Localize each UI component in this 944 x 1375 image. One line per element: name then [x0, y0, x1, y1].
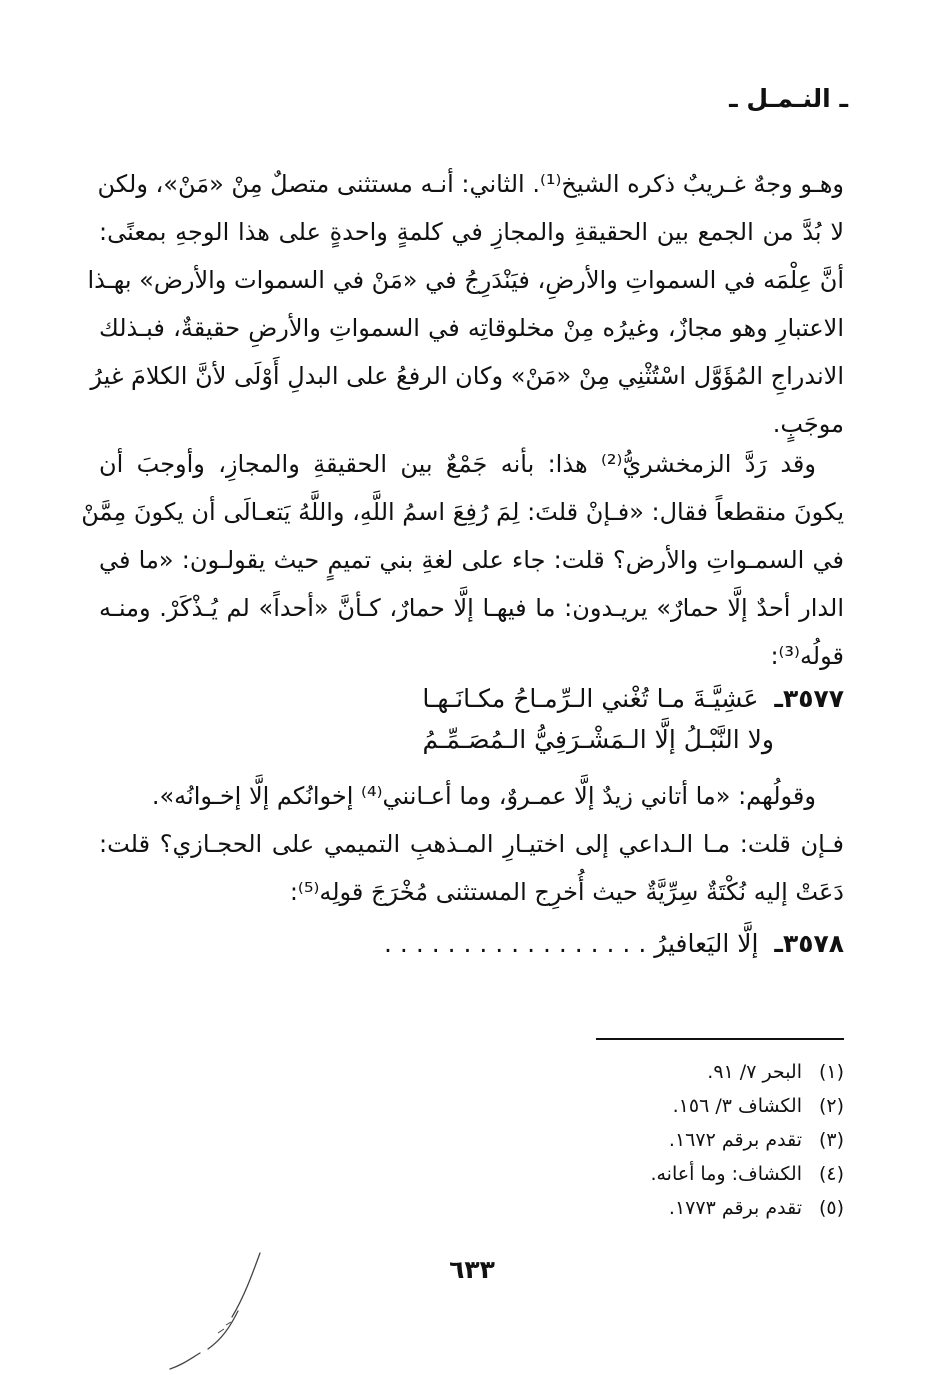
- text-line: الاعتبارِ وهو مجازٌ، وغيرُه مِنْ مخلوقاتِه في السمواتِ والأرضِ حقيقةٌ، فبـذلك: [99, 314, 844, 342]
- footnote: [544, 1055, 844, 1089]
- verse-hemistich: عَشِيَّـةَ مـا تُغْني الـرِّمـاحُ مكـانَـهـا: [422, 684, 759, 713]
- footnote-number: (٣): [818, 1129, 844, 1151]
- text-line: يكونَ منقطعاً فقال: «فـإنْ قلتَ: لِمَ رُفِعَ اسمُ اللَّهِ، واللَّهُ يَتعـالَى أن يكونَ مِمَّنْ: [81, 498, 844, 526]
- footnote-separator: [596, 1038, 844, 1040]
- footnote-number: (٢): [818, 1095, 844, 1117]
- running-header: ـ النـمـل ـ: [729, 84, 848, 113]
- pencil-mark: [160, 1245, 280, 1375]
- verse-text: إلَّا اليَعافيرُ . . . . . . . . . . . . . . . . .: [384, 929, 759, 958]
- paragraph-3: [99, 772, 844, 916]
- footnote-text: الكشاف ٣/ ١٥٦.: [672, 1095, 802, 1117]
- text-line: قولُه⁽³⁾:: [770, 642, 844, 670]
- paragraph-2: [81, 440, 844, 680]
- footnote: [544, 1191, 844, 1225]
- footnote: [544, 1089, 844, 1123]
- footnote-number: (٥): [818, 1197, 844, 1219]
- text-line: وقد رَدَّ الزمخشريُّ⁽²⁾ هذا: بأنه جَمْعٌ بين الحقيقةِ والمجازِ، وأوجبَ أن: [99, 450, 816, 478]
- footnote-number: (٤): [818, 1163, 844, 1185]
- text-line: وقولُهم: «ما أتاني زيدٌ إلَّا عمـروٌ، وما أعـانني⁽⁴⁾ إخوانُكم إلَّا إخـوانُه».: [151, 782, 816, 810]
- verse-hemistich: ولا النَّبْـلُ إلَّا الـمَشْـرَفِيُّ الـمُصَـمِّـمُ: [422, 725, 774, 754]
- footnote-text: تقدم برقم ١٧٧٣.: [668, 1197, 802, 1219]
- verse-3577-line-2: [422, 718, 774, 762]
- text-line: في السمـواتِ والأرض؟ قلت: جاء على لغةِ بني تميمٍ حيث يقولـون: «ما في: [99, 546, 844, 574]
- text-line: لا بُدَّ من الجمع بين الحقيقةِ والمجازِ في كلمةٍ واحدةٍ على هذا الوجهِ بمعنًى:: [99, 218, 844, 246]
- footnote-text: الكشاف: وما أعانه.: [650, 1163, 802, 1185]
- verse-number: ٣٥٧٨ـ: [774, 929, 844, 958]
- verse-3577-line-1: [422, 677, 844, 721]
- verse-3578: [384, 922, 844, 966]
- text-line: موجَبٍ.: [772, 410, 844, 438]
- footnotes: [544, 1055, 844, 1225]
- text-line: وهـو وجهٌ غـريبٌ ذكره الشيخ⁽¹⁾. الثاني: أنـه مستثنى متصلٌ مِنْ «مَنْ»، ولكن: [97, 170, 844, 198]
- text-line: الاندراجِ المُؤَوَّل اسْتُثْنِي مِنْ «مَنْ» وكان الرفعُ على البدلِ أَوْلَى لأنَّ الكلامَ غيرُ: [90, 362, 844, 390]
- text-line: فـإن قلت: مـا الـداعي إلى اختيـارِ المـذهبِ التميمي على الحجـازي؟ قلت:: [99, 830, 844, 858]
- footnote-text: تقدم برقم ١٦٧٢.: [668, 1129, 802, 1151]
- footnote: [544, 1123, 844, 1157]
- text-line: أنَّ عِلْمَه في السمواتِ والأرضِ، فيَنْدَرِجُ في «مَنْ في السموات والأرض» بهـذا: [87, 266, 844, 294]
- footnote: [544, 1157, 844, 1191]
- text-line: الدار أحدٌ إلَّا حمارٌ» يريـدون: ما فيهـا إلَّا حمارٌ، كـأنَّ «أحداً» لم يُـذْكَرْ. ومنـه: [99, 594, 844, 622]
- footnote-number: (١): [818, 1061, 844, 1083]
- paragraph-1: [87, 160, 844, 448]
- text-line: دَعَتْ إليه نُكْتَةٌ سِرِّيَّةٌ حيث أُخرِج المستثنى مُخْرَجَ قولِه⁽⁵⁾:: [289, 878, 844, 906]
- page-number: ٦٣٣: [449, 1255, 495, 1284]
- verse-number: ٣٥٧٧ـ: [774, 684, 844, 713]
- footnote-text: البحر ٧/ ٩١.: [707, 1061, 802, 1083]
